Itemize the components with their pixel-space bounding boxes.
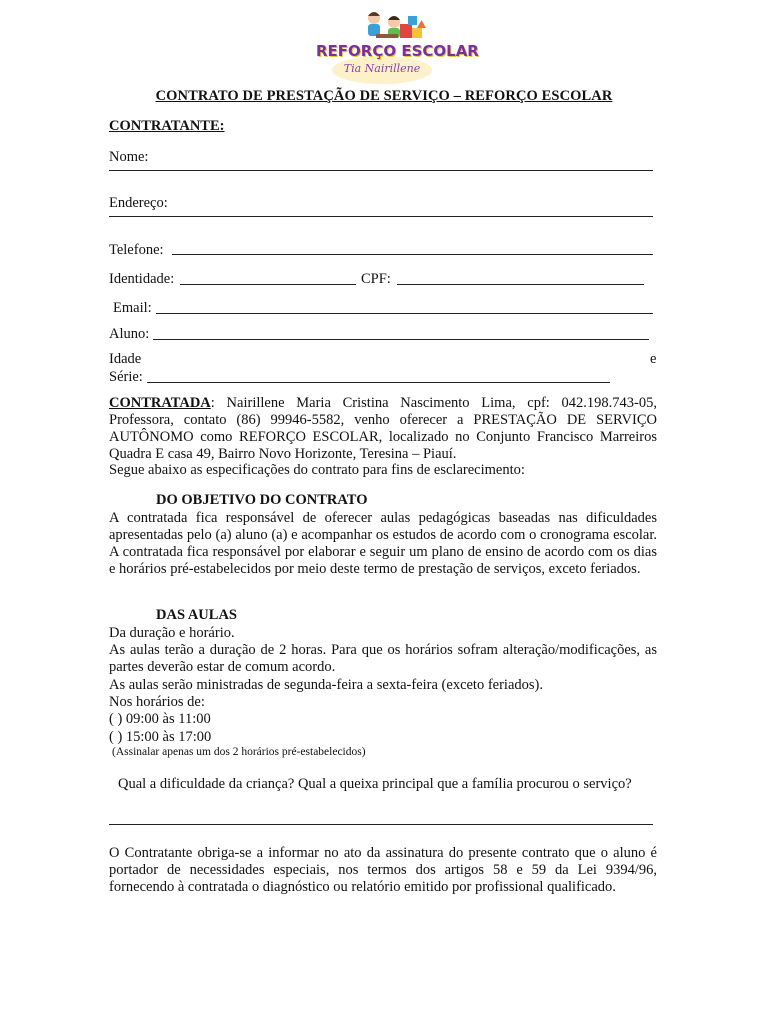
idade-label: Idade bbox=[109, 351, 142, 367]
cpf-label: CPF: bbox=[361, 271, 391, 287]
email-field[interactable] bbox=[156, 313, 653, 314]
aluno-label: Aluno: bbox=[109, 326, 150, 342]
horario-option-1[interactable]: ( ) 09:00 às 11:00 bbox=[109, 711, 211, 727]
document-title: CONTRATO DE PRESTAÇÃO DE SERVIÇO – REFORÇO ESCOLAR bbox=[155, 88, 613, 104]
reforco-escolar-logo bbox=[316, 8, 479, 86]
aulas-subheading: Da duração e horário. bbox=[109, 625, 235, 641]
objetivo-heading: DO OBJETIVO DO CONTRATO bbox=[156, 492, 368, 508]
logo-subtitle: Tia Nairillene bbox=[343, 62, 421, 75]
telefone-field[interactable] bbox=[172, 254, 653, 255]
obrigacao-paragraph: O Contratante obriga-se a informar no ato da assinatura do presente contrato que o aluno é portador de necessidades especiais, nos termos dos artigos 58 e 59 da Lei 9394/96, fornecendo à contratada o diagnóstico ou relatório emitido por profissional qualificado. bbox=[109, 845, 657, 895]
aulas-dias: As aulas serão ministradas de segunda-feira a sexta-feira (exceto feriados). bbox=[109, 677, 543, 693]
contratante-heading: CONTRATANTE: bbox=[109, 118, 225, 134]
nome-field[interactable] bbox=[109, 170, 653, 171]
contratada-label: CONTRATADA bbox=[109, 395, 211, 411]
cpf-field[interactable] bbox=[397, 284, 644, 285]
aulas-duracao: As aulas terão a duração de 2 horas. Para que os horários sofram alteração/modificações, as partes deverão estar de comum acordo. bbox=[109, 642, 657, 675]
telefone-label: Telefone: bbox=[109, 242, 164, 258]
serie-label: Série: bbox=[109, 369, 143, 385]
email-label: Email: bbox=[113, 300, 152, 316]
endereco-label: Endereço: bbox=[109, 195, 168, 211]
objetivo-text: A contratada fica responsável de oferecer aulas pedagógicas baseadas nas dificuldades apresentadas pelo (a) aluno (a) e acompanhar os estudos de acordo com o cronograma escolar. A contratada fica responsável por elaborar e seguir um plano de ensino de acordo com os dias e horários pré-estabelecidos por meio deste termo de prestação de serviços, exceto feriados. bbox=[109, 510, 657, 577]
horarios-label: Nos horários de: bbox=[109, 694, 205, 710]
contratada-text: : Nairillene Maria Cristina Nascimento Lima, cpf: 042.198.743-05, Professora, contato (86) 99946-5582, venho oferecer a PRESTAÇÃO DE SERVIÇO AUTÔNOMO como REFORÇO ESCOLAR, localizado no Conjunto Francisco Marreiros Quadra E casa 49, Bairro Novo Horizonte, Teresina – Piauí. bbox=[109, 395, 657, 462]
aulas-heading: DAS AULAS bbox=[156, 607, 237, 623]
contratada-followup: Segue abaixo as especificações do contrato para fins de esclarecimento: bbox=[109, 462, 525, 478]
idade-serie-field[interactable] bbox=[147, 382, 610, 383]
horario-note: (Assinalar apenas um dos 2 horários pré-estabelecidos) bbox=[112, 746, 366, 758]
logo-title: REFORÇO ESCOLAR bbox=[316, 42, 479, 60]
idade-serie-conjunction: e bbox=[650, 351, 657, 367]
identidade-field[interactable] bbox=[180, 284, 356, 285]
contratada-paragraph bbox=[109, 395, 657, 463]
horario-option-2[interactable]: ( ) 15:00 às 17:00 bbox=[109, 729, 212, 745]
dificuldade-answer-field[interactable] bbox=[109, 824, 653, 825]
identidade-label: Identidade: bbox=[109, 271, 175, 287]
dificuldade-question: Qual a dificuldade da criança? Qual a queixa principal que a família procurou o serviço? bbox=[118, 776, 632, 792]
nome-label: Nome: bbox=[109, 149, 149, 165]
aluno-field[interactable] bbox=[153, 339, 649, 340]
endereco-field[interactable] bbox=[109, 216, 653, 217]
